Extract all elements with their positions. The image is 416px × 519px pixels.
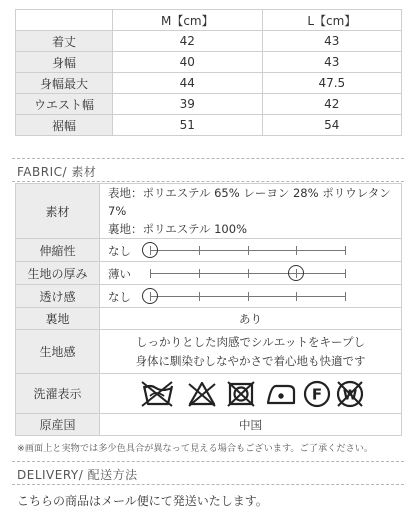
stretch-cell (100, 239, 402, 262)
size-cell-l: 42 (262, 94, 401, 115)
scale-tick (248, 269, 249, 278)
size-cell-m: 40 (113, 52, 263, 73)
table-row (16, 239, 402, 262)
scale-tick (150, 292, 151, 301)
scale-tick (345, 246, 346, 255)
sheer-cell (100, 285, 402, 308)
size-cell-l: 47.5 (262, 73, 401, 94)
size-cell-m: 42 (113, 31, 263, 52)
size-cell-l: 43 (262, 31, 401, 52)
feel-cell (100, 330, 402, 374)
size-cell-l: 43 (262, 52, 401, 73)
table-row (16, 94, 402, 115)
size-row-label: 身幅 (16, 52, 113, 73)
scale-tick (150, 269, 151, 278)
size-header-row (16, 10, 402, 31)
size-header-blank (16, 10, 113, 31)
table-row (16, 31, 402, 52)
delivery-section-title: DELIVERY/ 配送方法 (17, 468, 138, 482)
divider (12, 181, 404, 182)
scale-tick (345, 269, 346, 278)
origin-value: 中国 (100, 414, 402, 436)
scale-tick (199, 246, 200, 255)
lining-label: 裏地 (16, 308, 100, 330)
material-lining: 裏地：ポリエステル 100% (108, 222, 247, 236)
care-cell (100, 374, 402, 414)
scale-tick (150, 246, 151, 255)
no-wet-clean-icon (338, 382, 362, 406)
table-row (16, 330, 402, 374)
svg-text:F: F (311, 385, 323, 403)
material-label: 素材 (16, 184, 100, 239)
size-row-label: 身幅最大 (16, 73, 113, 94)
no-bleach-icon (189, 383, 215, 406)
origin-label: 原産国 (16, 414, 100, 436)
feel-label: 生地感 (16, 330, 100, 374)
scale-tick (248, 292, 249, 301)
feel-line: 身体に馴染むしなやかさで着心地も快適です (135, 353, 366, 368)
stretch-word: なし (108, 244, 131, 258)
stretch-scale (100, 239, 401, 261)
table-row (16, 184, 402, 239)
care-icons (100, 376, 400, 412)
thickness-label: 生地の厚み (16, 262, 100, 285)
size-col-l: L【cm】 (262, 10, 401, 31)
table-row (16, 262, 402, 285)
divider (12, 158, 404, 159)
size-cell-m: 39 (113, 94, 263, 115)
lining-value: あり (100, 308, 402, 330)
size-row-label: ウエスト幅 (16, 94, 113, 115)
sheer-label: 透け感 (16, 285, 100, 308)
size-table (15, 9, 402, 136)
care-label: 洗濯表示 (16, 374, 100, 414)
size-cell-l: 54 (262, 115, 401, 136)
no-tumble-dry-icon (228, 382, 254, 406)
table-row (16, 414, 402, 436)
table-row (16, 308, 402, 330)
fabric-section-title: FABRIC/ 素材 (17, 165, 97, 179)
size-row-label: 着丈 (16, 31, 113, 52)
material-cell (100, 184, 402, 239)
material-outer: 表地：ポリエステル 65% レーヨン 28% ポリウレタン 7% (108, 186, 391, 218)
size-row-label: 裾幅 (16, 115, 113, 136)
feel-line: しっかりとした肉感でシルエットをキープし (136, 334, 365, 349)
scale-tick (296, 269, 297, 278)
divider (12, 484, 404, 485)
size-cell-m: 51 (113, 115, 263, 136)
delivery-text: こちらの商品はメール便にて発送いたします。 (17, 494, 268, 508)
sheer-word: なし (108, 290, 131, 304)
color-note: ※画面上と実物では多少色具合が異なって見える場合もございます。ご了承ください。 (17, 443, 374, 454)
thickness-scale (100, 262, 401, 284)
hand-wash-icon (142, 382, 172, 406)
scale-tick (296, 292, 297, 301)
thickness-word: 薄い (108, 267, 131, 281)
divider (12, 461, 404, 462)
table-row (16, 374, 402, 414)
dry-clean-f-icon (305, 382, 329, 406)
scale-tick (345, 292, 346, 301)
stretch-label: 伸縮性 (16, 239, 100, 262)
scale-tick (248, 246, 249, 255)
iron-low-icon (268, 386, 294, 403)
table-row (16, 52, 402, 73)
table-row (16, 115, 402, 136)
sheer-scale (100, 285, 401, 307)
thickness-cell (100, 262, 402, 285)
scale-tick (199, 269, 200, 278)
size-col-m: M【cm】 (113, 10, 263, 31)
table-row (16, 285, 402, 308)
fabric-table (15, 183, 402, 436)
scale-tick (199, 292, 200, 301)
size-cell-m: 44 (113, 73, 263, 94)
scale-tick (296, 246, 297, 255)
table-row (16, 73, 402, 94)
svg-text:W: W (342, 388, 358, 403)
